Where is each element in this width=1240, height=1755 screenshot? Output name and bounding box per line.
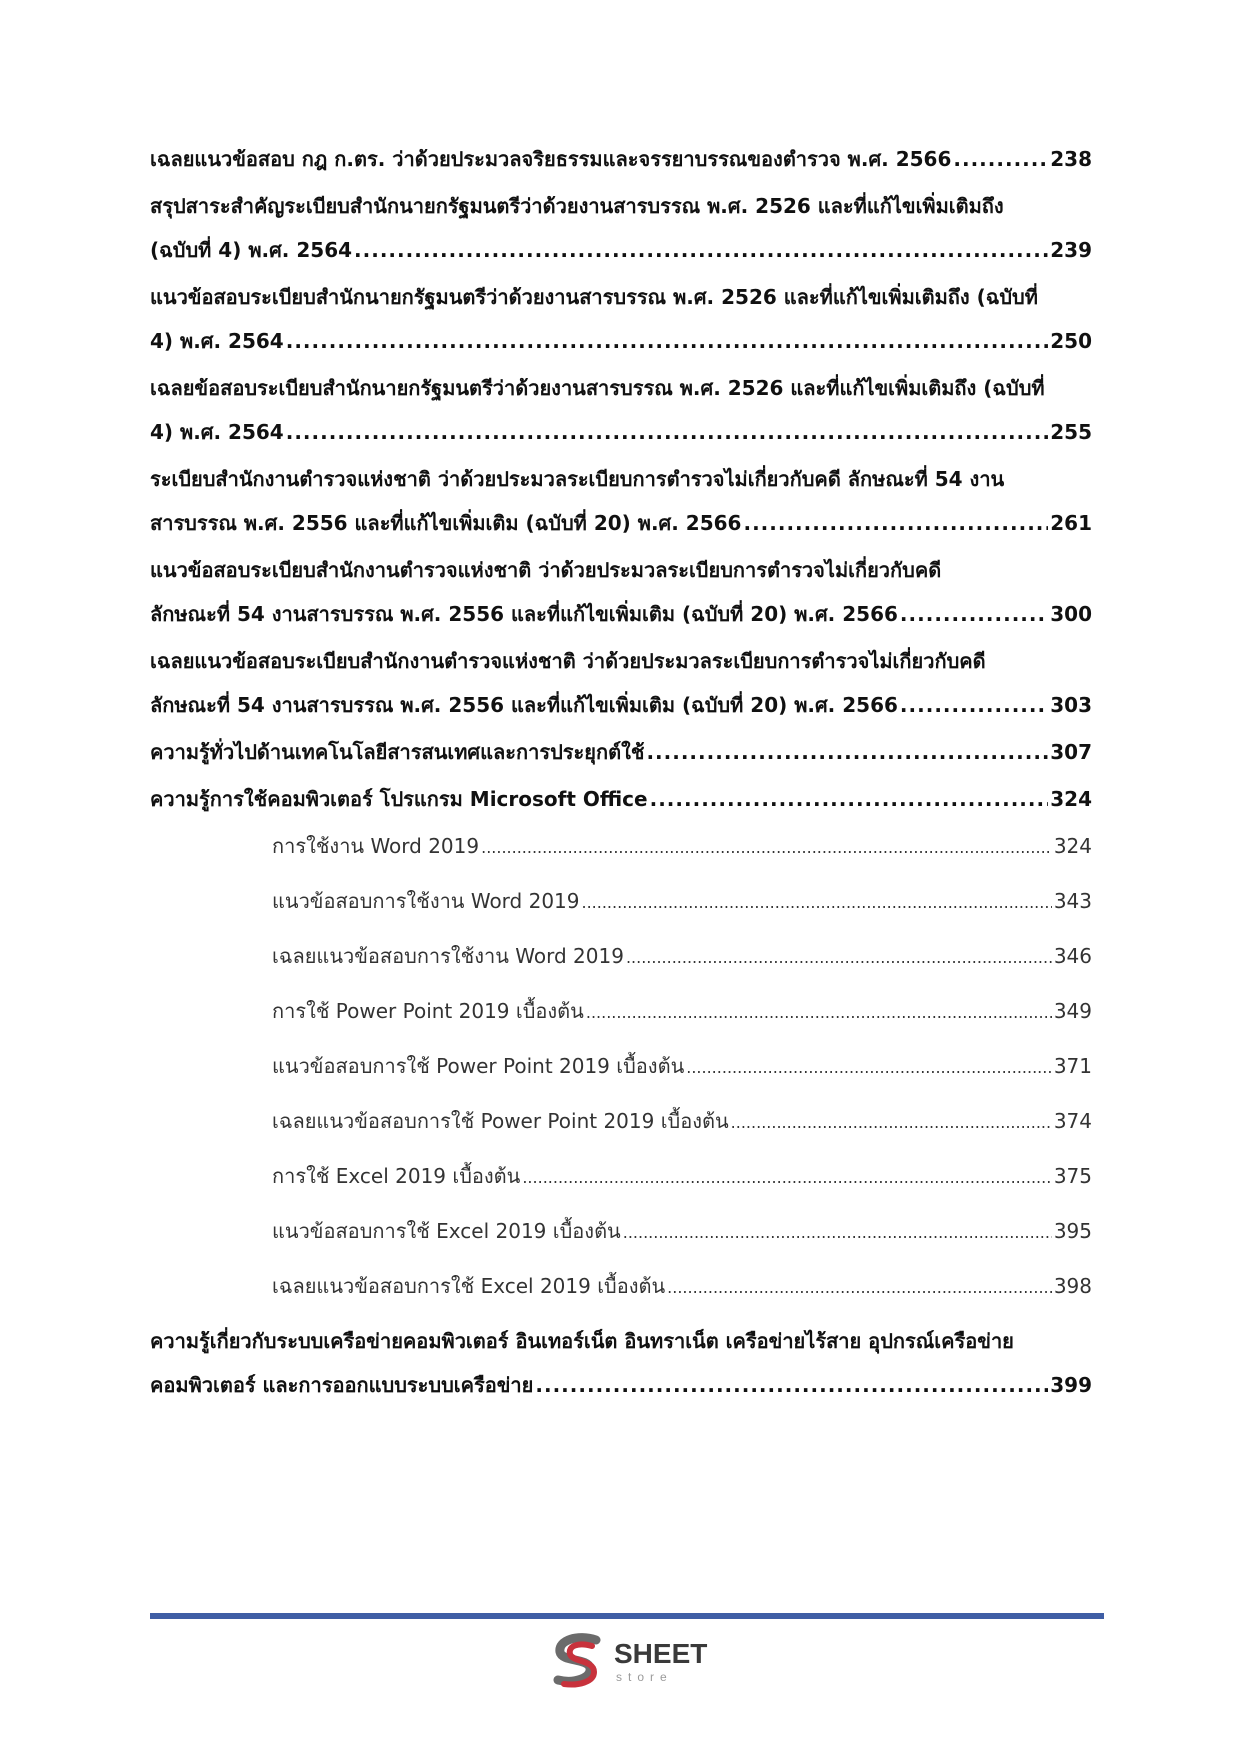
toc-page-number: 250: [1050, 329, 1092, 353]
toc-leader-dots: [522, 1166, 1051, 1189]
toc-sub-entry[interactable]: [272, 890, 1092, 914]
toc-sub-entry-title: เฉลยแนวข้อสอบการใช้ Excel 2019 เบื้องต้น: [272, 1274, 666, 1298]
toc-sub-entry[interactable]: [272, 1275, 1092, 1299]
toc-sub-entry-title: แนวข้อสอบการใช้งาน Word 2019: [272, 889, 580, 913]
toc-sub-entry[interactable]: [272, 1055, 1092, 1079]
toc-entry-title-continued: คอมพิวเตอร์ และการออกแบบระบบเครือข่าย: [150, 1373, 534, 1397]
toc-sub-entry-title: การใช้ Power Point 2019 เบื้องต้น: [272, 999, 584, 1023]
toc-entry-title-continued: ลักษณะที่ 54 งานสารบรรณ พ.ศ. 2556 และที่แก้ไขเพิ่มเติม (ฉบับที่ 20) พ.ศ. 2566: [150, 693, 898, 717]
toc-page-number: 349: [1053, 999, 1092, 1023]
sheet-store-logo: [548, 1632, 728, 1692]
toc-leader-dots: [731, 1111, 1052, 1134]
toc-page-number: 346: [1053, 944, 1092, 968]
toc-leader-dots: [623, 1221, 1052, 1244]
toc-entry-title: สรุปสาระสำคัญระเบียบสำนักนายกรัฐมนตรีว่าด้วยงานสารบรรณ พ.ศ. 2526 และที่แก้ไขเพิ่มเติมถึง: [150, 194, 1004, 218]
toc-page-number: 255: [1050, 420, 1092, 444]
toc-leader-dots: [686, 1056, 1052, 1079]
toc-leader-dots: [481, 836, 1052, 859]
toc-page-number: 300: [1050, 602, 1092, 626]
toc-entry[interactable]: [150, 468, 1092, 535]
toc-leader-dots: [743, 512, 1048, 535]
toc-entry[interactable]: [150, 650, 1092, 717]
toc-page-number: 307: [1050, 740, 1092, 764]
toc-sub-entry[interactable]: [272, 1000, 1092, 1024]
logo-subtext: store: [616, 1670, 673, 1684]
sheet-store-logo-icon: [548, 1632, 608, 1692]
toc-sub-entry[interactable]: [272, 1220, 1092, 1244]
toc-sub-entry-title: การใช้งาน Word 2019: [272, 834, 480, 858]
toc-leader-dots: [953, 148, 1048, 171]
toc-leader-dots: [900, 603, 1048, 626]
toc-entry[interactable]: [150, 148, 1092, 171]
toc-page-number: 324: [1050, 787, 1092, 811]
toc-entry-title-continued: ลักษณะที่ 54 งานสารบรรณ พ.ศ. 2556 และที่แก้ไขเพิ่มเติม (ฉบับที่ 20) พ.ศ. 2566: [150, 602, 898, 626]
toc-sub-entry-title: แนวข้อสอบการใช้ Excel 2019 เบื้องต้น: [272, 1219, 621, 1243]
toc-entry[interactable]: [150, 788, 1092, 811]
toc-leader-dots: [900, 694, 1048, 717]
toc-entry-title: เฉลยแนวข้อสอบระเบียบสำนักงานตำรวจแห่งชาติ ว่าด้วยประมวลระเบียบการตำรวจไม่เกี่ยวกับคดี: [150, 649, 986, 673]
toc-leader-dots: [286, 330, 1049, 353]
toc-leader-dots: [667, 1276, 1052, 1299]
toc-page-number: 303: [1050, 693, 1092, 717]
toc-sub-entry[interactable]: [272, 945, 1092, 969]
toc-entry-title: ความรู้การใช้คอมพิวเตอร์ โปรแกรม Microsoft Office: [150, 787, 648, 811]
toc-page-number: 324: [1053, 834, 1092, 858]
toc-entry[interactable]: [150, 195, 1092, 262]
toc-leader-dots: [650, 788, 1049, 811]
toc-sub-entry-title: การใช้ Excel 2019 เบื้องต้น: [272, 1164, 521, 1188]
toc-page-number: 399: [1050, 1373, 1092, 1397]
toc-entry[interactable]: [150, 377, 1092, 444]
toc-page-number: 343: [1053, 889, 1092, 913]
toc-sub-entry[interactable]: [272, 1165, 1092, 1189]
toc-sub-entry-title: เฉลยแนวข้อสอบการใช้ Power Point 2019 เบื้องต้น: [272, 1109, 729, 1133]
toc-entry-title: ระเบียบสำนักงานตำรวจแห่งชาติ ว่าด้วยประมวลระเบียบการตำรวจไม่เกี่ยวกับคดี ลักษณะที่ 54 งาน: [150, 467, 1005, 491]
toc-leader-dots: [535, 1374, 1048, 1397]
toc-entry-title-continued: สารบรรณ พ.ศ. 2556 และที่แก้ไขเพิ่มเติม (ฉบับที่ 20) พ.ศ. 2566: [150, 511, 742, 535]
toc-sub-entry-title: แนวข้อสอบการใช้ Power Point 2019 เบื้องต้น: [272, 1054, 685, 1078]
toc-page-number: 395: [1053, 1219, 1092, 1243]
footer-rule: [150, 1613, 1104, 1619]
toc-entry-title: แนวข้อสอบระเบียบสำนักงานตำรวจแห่งชาติ ว่าด้วยประมวลระเบียบการตำรวจไม่เกี่ยวกับคดี: [150, 558, 942, 582]
toc-leader-dots: [586, 1001, 1052, 1024]
toc-entry-title: แนวข้อสอบระเบียบสำนักนายกรัฐมนตรีว่าด้วยงานสารบรรณ พ.ศ. 2526 และที่แก้ไขเพิ่มเติมถึง (ฉบับที่: [150, 285, 1038, 309]
toc-leader-dots: [582, 891, 1052, 914]
toc-entry[interactable]: [150, 286, 1092, 353]
toc-sub-entry[interactable]: [272, 1110, 1092, 1134]
toc-sub-entry[interactable]: [272, 835, 1092, 859]
toc-page-number: 238: [1050, 147, 1092, 171]
toc-entry-title: ความรู้ทั่วไปด้านเทคโนโลยีสารสนเทศและการประยุกต์ใช้: [150, 740, 645, 764]
toc-entry[interactable]: [150, 559, 1092, 626]
toc-entry-title-continued: 4) พ.ศ. 2564: [150, 420, 284, 444]
toc-page-number: 371: [1053, 1054, 1092, 1078]
toc-leader-dots: [626, 946, 1052, 969]
toc-page-number: 375: [1053, 1164, 1092, 1188]
toc-leader-dots: [286, 421, 1049, 444]
toc-entry-title: เฉลยข้อสอบระเบียบสำนักนายกรัฐมนตรีว่าด้วยงานสารบรรณ พ.ศ. 2526 และที่แก้ไขเพิ่มเติมถึง (ฉบับที่: [150, 376, 1045, 400]
toc-page-number: 374: [1053, 1109, 1092, 1133]
logo-wordmark: SHEET: [614, 1638, 708, 1669]
toc-leader-dots: [354, 239, 1048, 262]
toc-page-number: 261: [1050, 511, 1092, 535]
toc-entry-title: เฉลยแนวข้อสอบ กฎ ก.ตร. ว่าด้วยประมวลจริยธรรมและจรรยาบรรณของตำรวจ พ.ศ. 2566: [150, 147, 952, 171]
toc-page-number: 398: [1053, 1274, 1092, 1298]
toc-page-number: 239: [1050, 238, 1092, 262]
toc-leader-dots: [646, 741, 1048, 764]
toc-entry[interactable]: [150, 741, 1092, 764]
toc-entry[interactable]: [150, 1330, 1092, 1397]
toc-entry-title-continued: (ฉบับที่ 4) พ.ศ. 2564: [150, 238, 353, 262]
toc-entry-title: ความรู้เกี่ยวกับระบบเครือข่ายคอมพิวเตอร์ อินเทอร์เน็ต อินทราเน็ต เครือข่ายไร้สาย อุปกรณ์เครือข่าย: [150, 1329, 1014, 1353]
table-of-contents: [150, 148, 1092, 1421]
toc-entry-title-continued: 4) พ.ศ. 2564: [150, 329, 284, 353]
toc-sub-entry-title: เฉลยแนวข้อสอบการใช้งาน Word 2019: [272, 944, 624, 968]
